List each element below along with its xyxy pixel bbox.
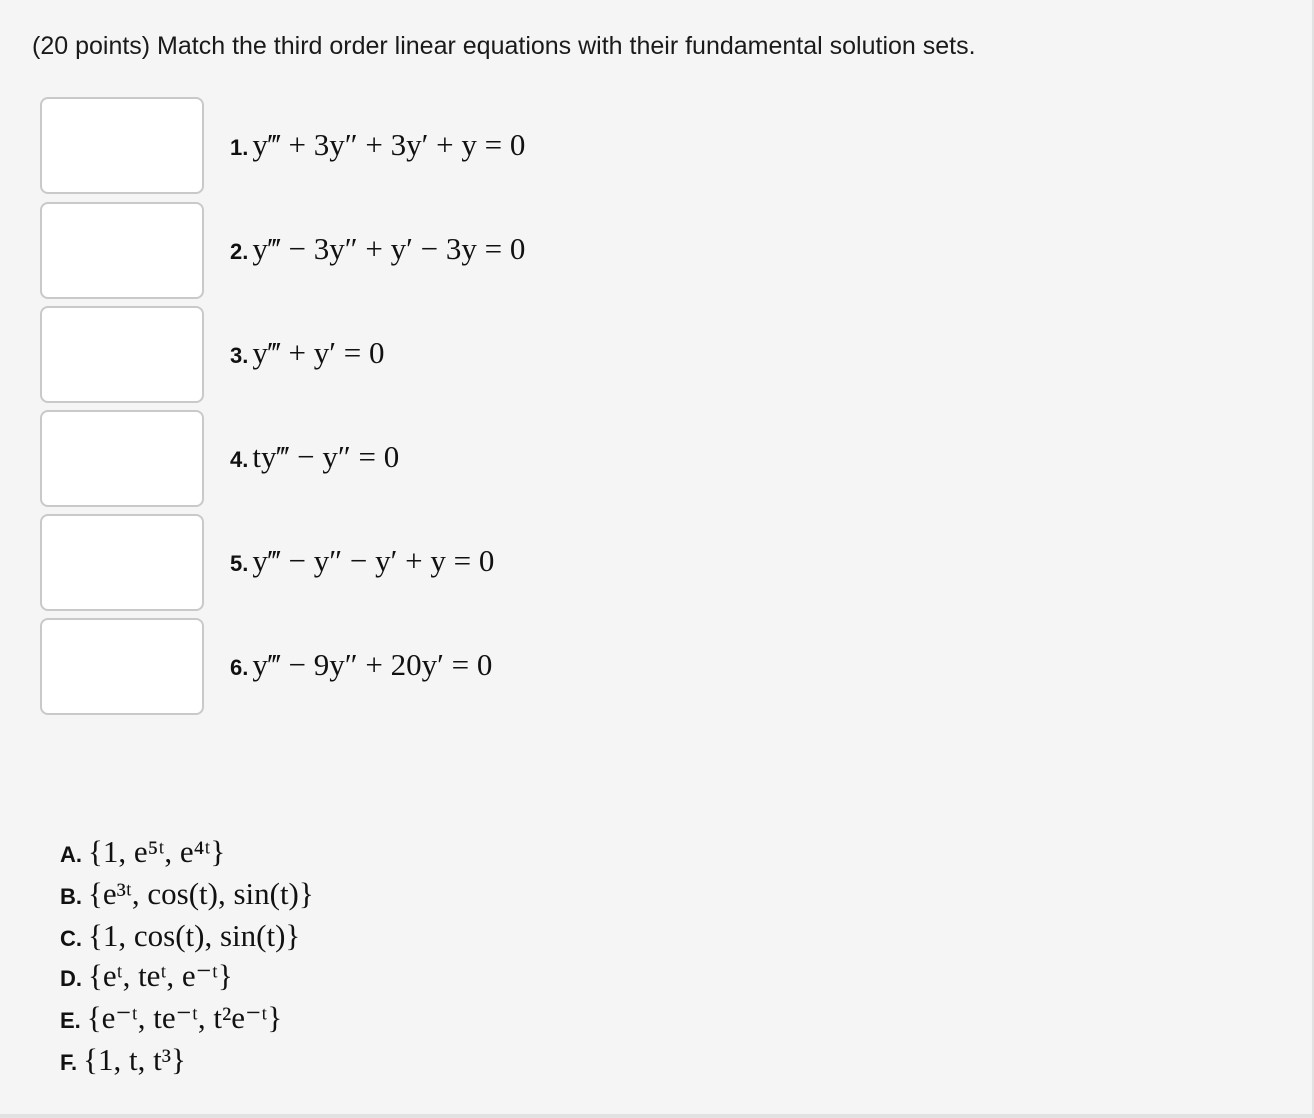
option-expression: {1, cos(t), sin(t)} bbox=[88, 918, 301, 953]
equation-5 bbox=[230, 543, 494, 579]
answer-input-2[interactable] bbox=[40, 202, 204, 299]
equation-number: 6. bbox=[230, 655, 249, 680]
option-letter: F. bbox=[60, 1050, 78, 1075]
option-letter: D. bbox=[60, 966, 82, 991]
equation-expression: y‴ − y″ − y′ + y = 0 bbox=[252, 543, 495, 578]
equation-number: 2. bbox=[230, 239, 249, 264]
option-expression: {1, e⁵ᵗ, e⁴ᵗ} bbox=[88, 834, 226, 869]
option-letter: E. bbox=[60, 1008, 81, 1033]
equation-3 bbox=[230, 335, 385, 371]
option-a bbox=[60, 834, 225, 870]
equation-expression: y‴ − 9y″ + 20y′ = 0 bbox=[252, 647, 493, 682]
answer-input-4[interactable] bbox=[40, 410, 204, 507]
option-e bbox=[60, 1000, 282, 1036]
option-letter: B. bbox=[60, 884, 82, 909]
answer-input-3[interactable] bbox=[40, 306, 204, 403]
equation-2 bbox=[230, 231, 525, 267]
equation-expression: ty‴ − y″ = 0 bbox=[252, 439, 400, 474]
question-title: (20 points) Match the third order linear equations with their fundamental solution sets. bbox=[32, 32, 976, 60]
equation-1 bbox=[230, 127, 525, 163]
equation-number: 1. bbox=[230, 135, 249, 160]
equation-expression: y‴ + 3y″ + 3y′ + y = 0 bbox=[252, 127, 526, 162]
option-expression: {eᵗ, teᵗ, e⁻ᵗ} bbox=[88, 958, 233, 993]
equation-number: 4. bbox=[230, 447, 249, 472]
option-f bbox=[60, 1042, 186, 1078]
option-expression: {1, t, t³} bbox=[83, 1042, 186, 1077]
option-letter: C. bbox=[60, 926, 82, 951]
answer-input-5[interactable] bbox=[40, 514, 204, 611]
equation-number: 5. bbox=[230, 551, 249, 576]
option-letter: A. bbox=[60, 842, 82, 867]
option-expression: {e⁻ᵗ, te⁻ᵗ, t²e⁻ᵗ} bbox=[86, 1000, 283, 1035]
option-expression: {e³ᵗ, cos(t), sin(t)} bbox=[88, 876, 314, 911]
equation-expression: y‴ + y′ = 0 bbox=[252, 335, 385, 370]
option-d bbox=[60, 958, 233, 994]
answer-input-6[interactable] bbox=[40, 618, 204, 715]
equation-4 bbox=[230, 439, 399, 475]
equation-expression: y‴ − 3y″ + y′ − 3y = 0 bbox=[252, 231, 526, 266]
option-b bbox=[60, 876, 314, 912]
equation-number: 3. bbox=[230, 343, 249, 368]
option-c bbox=[60, 918, 300, 954]
answer-input-1[interactable] bbox=[40, 97, 204, 194]
equation-6 bbox=[230, 647, 492, 683]
